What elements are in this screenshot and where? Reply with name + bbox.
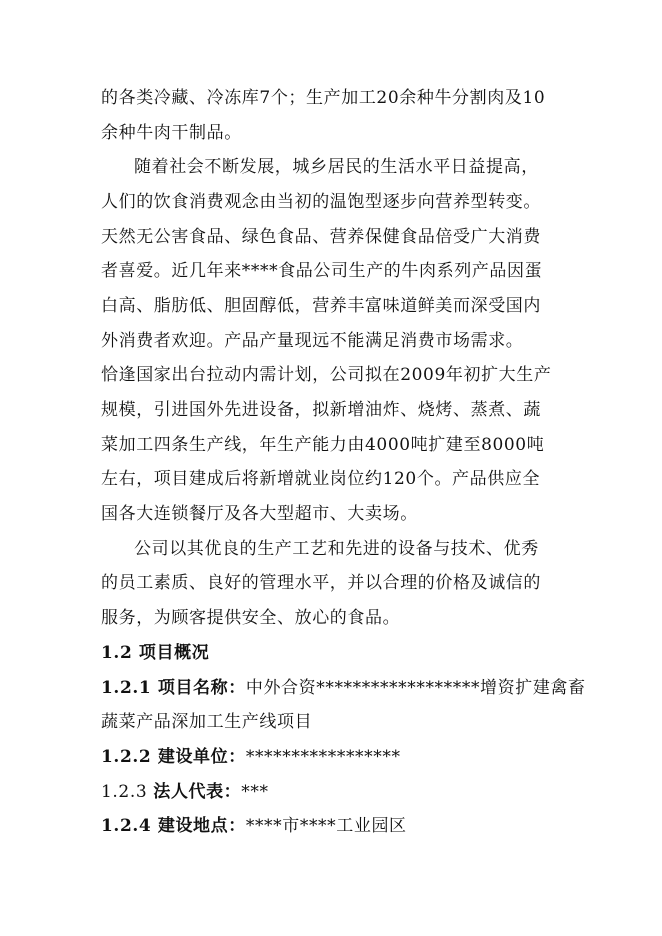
paragraph-line: 规模，引进国外先进设备，拟新增油炸、烧烤、蒸煮、蔬 — [101, 400, 541, 420]
item-label-number: 1.2.3 — [101, 782, 154, 802]
paragraph-line: 的员工素质、良好的管理水平，并以合理的价格及诚信的 — [101, 573, 541, 593]
paragraph-line: 外消费者欢迎。产品产量现远不能满足消费市场需求。 — [101, 331, 524, 351]
paragraph-line: 菜加工四条生产线，年生产能力由4000吨扩建至8000吨 — [101, 435, 545, 455]
item-project-name — [101, 676, 586, 700]
item-construction-unit — [101, 745, 571, 769]
item-value: *** — [241, 782, 269, 802]
paragraph-line: 白高、脂肪低、胆固醇低，营养丰富味道鲜美而深受国内 — [101, 296, 541, 316]
paragraph-line: 的各类冷藏、冷冻库7个；生产加工20余种牛分割肉及10 — [101, 88, 546, 108]
paragraph-line: 恰逢国家出台拉动内需计划，公司拟在2009年初扩大生产 — [101, 365, 552, 385]
item-value: ****市****工业园区 — [245, 816, 407, 836]
item-label: 1.2.1 项目名称： — [101, 678, 246, 698]
item-value: ***************** — [245, 747, 401, 767]
item-label: 1.2.2 建设单位： — [101, 747, 246, 767]
item-value: 中外合资******************增资扩建禽畜 — [245, 678, 586, 698]
paragraph-line: 天然无公害食品、绿色食品、营养保健食品倍受广大消费 — [101, 227, 541, 247]
paragraph-line: 服务，为顾客提供安全、放心的食品。 — [101, 608, 401, 628]
item-project-name-cont: 蔬菜产品深加工生产线项目 — [101, 712, 313, 732]
item-label: 1.2.4 建设地点： — [101, 816, 246, 836]
paragraph-line: 左右，项目建成后将新增就业岗位约120个。产品供应全 — [101, 469, 541, 489]
item-legal-representative — [101, 780, 571, 804]
paragraph-line: 国各大连锁餐厅及各大型超市、大卖场。 — [101, 504, 418, 524]
paragraph-line: 者喜爱。近几年来****食品公司生产的牛肉系列产品因蛋 — [101, 261, 543, 281]
paragraph-line: 人们的饮食消费观念由当初的温饱型逐步向营养型转变。 — [101, 192, 541, 212]
paragraph-line: 余种牛肉干制品。 — [101, 123, 242, 143]
item-label: 法人代表： — [153, 782, 242, 802]
item-construction-site — [101, 814, 571, 838]
paragraph-line: 公司以其优良的生产工艺和先进的设备与技术、优秀 — [134, 539, 539, 559]
section-heading: 1.2 项目概况 — [101, 643, 210, 663]
paragraph-line: 随着社会不断发展，城乡居民的生活水平日益提高， — [134, 157, 539, 177]
